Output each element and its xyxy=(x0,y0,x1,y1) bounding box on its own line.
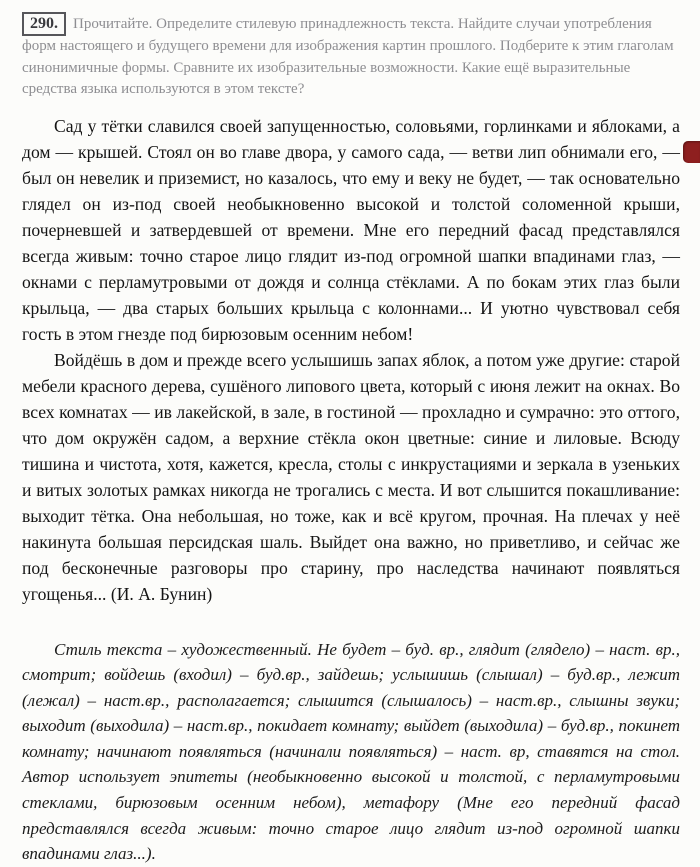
answer-paragraph: Стиль текста – художественный. Не будет – буд. вр., глядит (глядело) – наст. вр., смотрит; войдешь (входил) – буд.вр., зайдешь; услышишь (слышал) – буд.вр., лежит (лежал) – наст.вр., располагается; слышится (слышалось) – наст.вр., слышны звуки; выходит (выходила) – наст.вр., покидает комнату; выйдет (выходила) – буд.вр., покинет комнату; начинают появляться (начинали появляться) – наст. вр, ставятся на стол. Автор использует эпитеты (необыкновенно высокой и толстой, с перламутровыми стеклами, бирюзовым осенним небом), метафору (Мне его передний фасад представлялся всегда живым: точно старое лицо глядит из-под огромной шапки впадинами глаз...). xyxy=(22,639,680,864)
exercise-number: 290. xyxy=(22,12,66,36)
text-paragraph-1: Сад у тётки славился своей запущенностью, соловьями, горлинками и яблоками, а дом — крышей. Стоял он во главе двора, у самого сада, — ветви лип обнимали его, — был он невелик и приземист, но казалось, что ему и веку не будет, — так основательно глядел он из-под своей необыкновенно высокой и толстой соломенной крыши, почерневшей и затвердевшей от времени. Мне его передний фасад представлялся всегда живым: точно старое лицо глядит из-под огромной шапки впадинами глаз, — окнами с перламутровыми от дождя и солнца стёклами. А по бокам этих глаз были крыльца, — два старых больших крыльца с колоннами... И уютно чувствовал себя гость в этом гнезде под бирюзовым осенним небом! xyxy=(22,115,680,344)
exercise-instructions: Прочитайте. Определите стилевую принадлежность текста. Найдите случаи употребления форм настоящего и будущего времени для изображения картин прошлого. Подберите к этим глаголам синонимичные формы. Сравните их изобразительные возможности. Какие ещё выразительные средства языка используются в этом тексте? xyxy=(22,16,674,97)
red-bookmark-mark xyxy=(683,141,700,163)
exercise-header xyxy=(22,12,680,101)
text-paragraph-2: Войдёшь в дом и прежде всего услышишь запах яблок, а потом уже другие: старой мебели красного дерева, сушёного липового цвета, который с июня лежит на окнах. Во всех комнатах — ив лакейской, в зале, в гостиной — прохладно и сумрачно: это оттого, что дом окружён садом, а верхние стёкла окон цветные: синие и лиловые. Всюду тишина и чистота, хотя, кажется, кресла, столы с инкрустациями и зеркала в узеньких и витых золотых рамках никогда не трогались с места. И вот слышится покашливание: выходит тётка. Она небольшая, но тоже, как и всё кругом, прочная. На плечах у неё накинута большая персидская шаль. Выйдет она важно, но приветливо, и сейчас же под бесконечные разговоры про старину, про наследства начинают появляться угощенья... (И. А. Бунин) xyxy=(22,349,680,604)
